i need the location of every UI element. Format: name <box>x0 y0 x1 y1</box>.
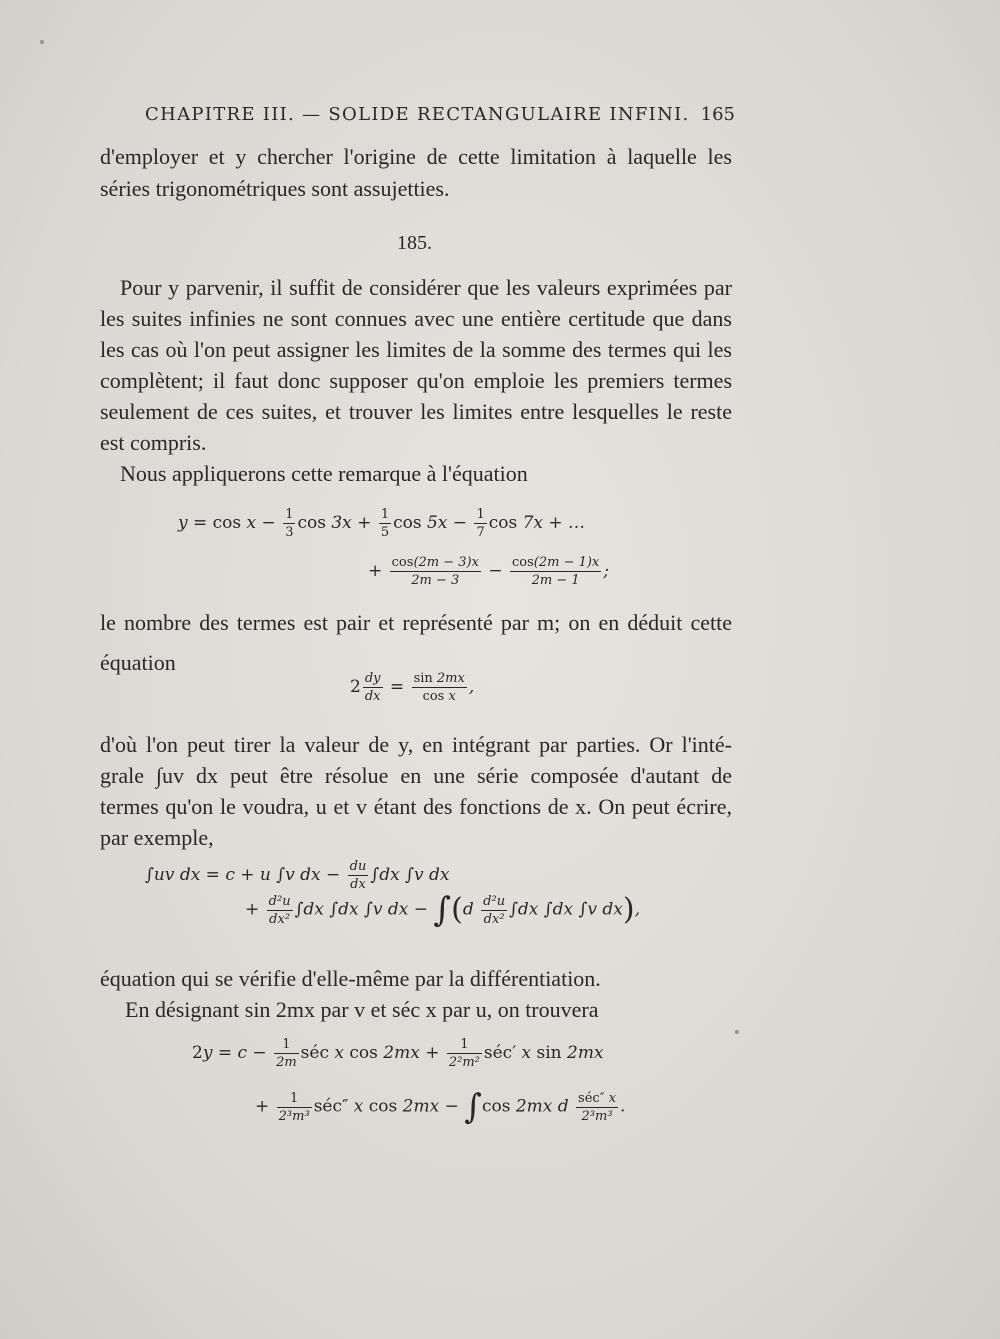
text-line: seulement de ces suites, et trouver les limites entre lesquelles le reste <box>100 399 732 424</box>
text-line: Pour y parvenir, il suffit de considérer que les valeurs exprimées par <box>120 275 732 300</box>
equation-1b: + $\frac{\cos(2m - 3)x}{2m - 3}$ − $\frac{\cos(2m - 1)x}{2m - 1}$ ; <box>368 555 610 588</box>
text-line: les suites infinies ne sont connues avec une entière certitude que dans <box>100 306 732 331</box>
section-number: 185. <box>397 232 432 254</box>
text-line: En désignant sin 2mx par v et séc x par u, on trouvera <box>125 997 599 1022</box>
equation-1a: y = cos x − $\frac{1}{3}$ cos 3x + $\frac{1}{5}$ cos 5x − $\frac{1}{7}$ cos 7x + … <box>178 507 586 540</box>
equation-3b: + $\frac{\text{d²u}}{\text{dx²}}$ ∫dx ∫dx ∫v dx − ∫(d $\frac{\text{d²u}}{\text{dx²}}$ ∫dx ∫dx ∫v dx), <box>245 890 640 930</box>
running-head <box>145 104 735 125</box>
text-line: les cas où l'on peut assigner les limites de la somme des termes qui les <box>100 337 732 362</box>
equation-4b: + $\frac{1}{\text{2³m³}}$ séc″ x cos 2mx − ∫cos 2mx d $\frac{\text{séc″ x}}{\text{2³m³}}$ . <box>255 1087 626 1127</box>
text-line: est compris. <box>100 430 207 455</box>
equation-4a: 2y = c − $\frac{1}{2m}$ séc x cos 2mx + $\frac{1}{\text{2²m²}}$ séc′ x sin 2mx <box>192 1037 604 1070</box>
text-line: d'où l'on peut tirer la valeur de y, en intégrant par parties. Or l'inté- <box>100 732 732 757</box>
text-line: d'employer et y chercher l'origine de cette limitation à laquelle les <box>100 144 732 169</box>
chapter-title: CHAPITRE III. — SOLIDE RECTANGULAIRE INFINI. <box>145 104 690 125</box>
text-line: le nombre des termes est pair et représenté par m; on en déduit cette <box>100 610 732 635</box>
text-line: Nous appliquerons cette remarque à l'équation <box>120 461 528 486</box>
print-speck <box>40 40 44 44</box>
equation-3a: ∫uv dx = c + u ∫v dx − $\frac{du}{dx}$ ∫dx ∫v dx <box>145 859 450 892</box>
text-line: équation <box>100 650 176 675</box>
text-line: termes qu'on le voudra, u et v étant des fonctions de x. On peut écrire, <box>100 794 732 819</box>
text-line: séries trigonométriques sont assujetties. <box>100 176 450 201</box>
text-line: par exemple, <box>100 825 214 850</box>
print-speck <box>735 1030 739 1034</box>
text-line: grale ∫uv dx peut être résolue en une série composée d'autant de <box>100 763 732 788</box>
equation-2: 2 $\frac{dy}{dx}$ = $\frac{\sin 2mx}{\text{cos x}}$ , <box>350 671 475 704</box>
page-number: 165 <box>700 104 735 125</box>
text-line: équation qui se vérifie d'elle-même par la différentiation. <box>100 966 601 991</box>
text-line: complètent; il faut donc supposer qu'on emploie les premiers termes <box>100 368 732 393</box>
